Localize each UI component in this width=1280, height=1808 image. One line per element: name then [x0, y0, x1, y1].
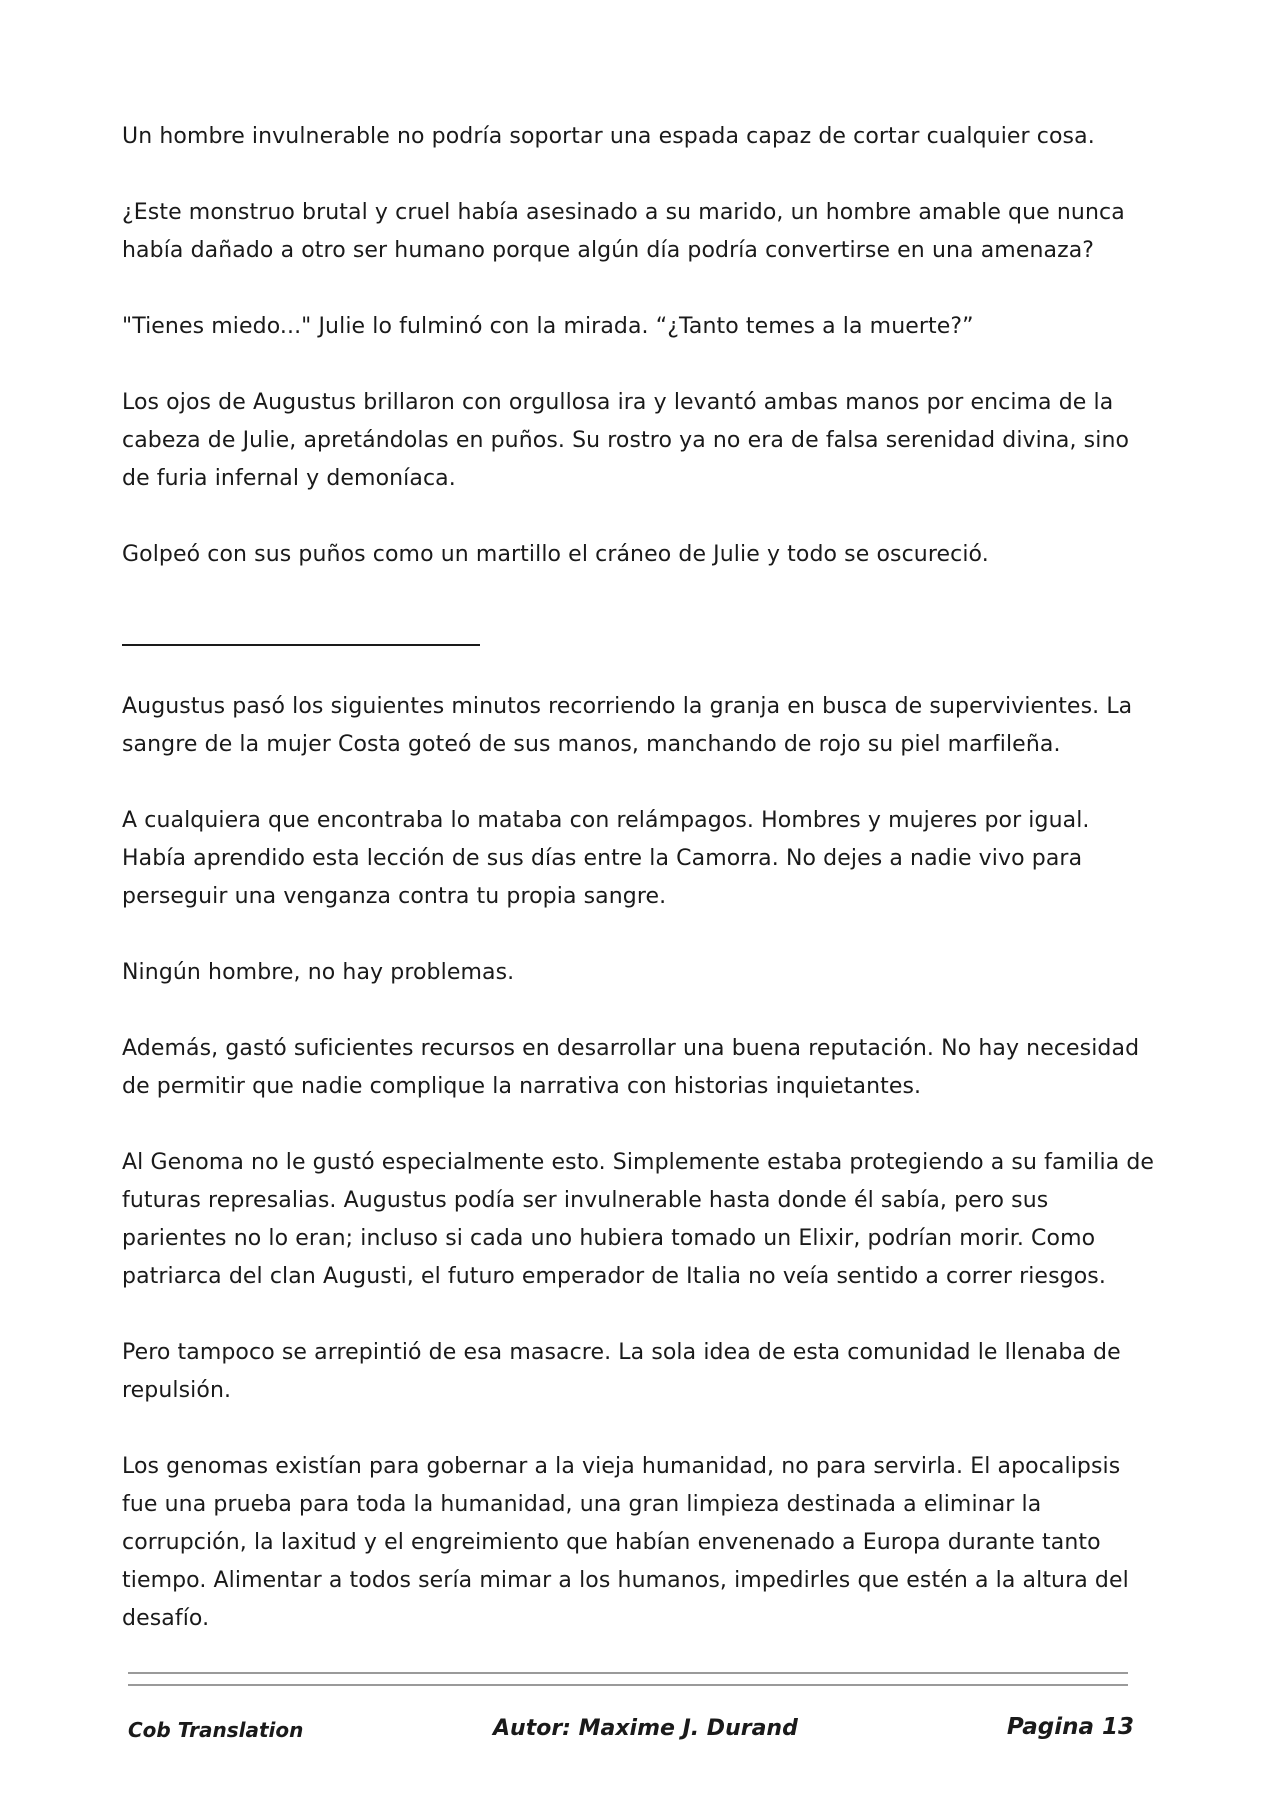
paragraph: Además, gastó suficientes recursos en desarrollar una buena reputación. No hay necesidad de permitir que nadie complique la narrativa con historias inquietantes. — [122, 1036, 1140, 1099]
footer-translator: Cob Translation — [128, 1718, 304, 1742]
paragraph: Pero tampoco se arrepintió de esa masacre. La sola idea de esta comunidad le llenaba de repulsión. — [122, 1340, 1121, 1403]
page-body — [122, 118, 1158, 1676]
page-footer — [128, 1712, 1134, 1748]
separator-line — [122, 644, 480, 646]
footer-page-number: Pagina 13 — [1006, 1714, 1134, 1740]
paragraph: A cualquiera que encontraba lo mataba con relámpagos. Hombres y mujeres por igual. Había aprendido esta lección de sus días entre la Camorra. No dejes a nadie vivo para perseguir una venganza contra tu propia sangre. — [122, 808, 1090, 909]
paragraph: "Tienes miedo..." Julie lo fulminó con la mirada. “¿Tanto temes a la muerte?” — [122, 314, 974, 339]
footer-author: Autor: Maxime J. Durand — [493, 1716, 798, 1741]
paragraph: Golpeó con sus puños como un martillo el cráneo de Julie y todo se oscureció. — [122, 542, 989, 567]
paragraph: Los ojos de Augustus brillaron con orgullosa ira y levantó ambas manos por encima de la cabeza de Julie, apretándolas en puños. Su rostro ya no era de falsa serenidad divina, sino de furia infernal y demoníaca. — [122, 390, 1130, 491]
paragraph: Ningún hombre, no hay problemas. — [122, 960, 515, 985]
paragraph: Al Genoma no le gustó especialmente esto. Simplemente estaba protegiendo a su familia de futuras represalias. Augustus podía ser invulnerable hasta donde él sabía, pero sus parientes no lo eran; incluso si cada uno hubiera tomado un Elixir, podrían morir. Como patriarca del clan Augusti, el futuro emperador de Italia no veía sentido a correr riesgos. — [122, 1150, 1155, 1289]
paragraph: ¿Este monstruo brutal y cruel había asesinado a su marido, un hombre amable que nunca había dañado a otro ser humano porque algún día podría convertirse en una amenaza? — [122, 200, 1125, 263]
footer-rule-top — [128, 1672, 1128, 1674]
footer-rule-bottom — [128, 1684, 1128, 1686]
footer-rules — [128, 1672, 1128, 1696]
paragraph: Augustus pasó los siguientes minutos recorriendo la granja en busca de supervivientes. La sangre de la mujer Costa goteó de sus manos, manchando de rojo su piel marfileña. — [122, 694, 1133, 757]
paragraph: Un hombre invulnerable no podría soportar una espada capaz de cortar cualquier cosa. — [122, 124, 1095, 149]
section-separator — [122, 612, 1158, 650]
paragraph: Los genomas existían para gobernar a la vieja humanidad, no para servirla. El apocalipsis fue una prueba para toda la humanidad, una gran limpieza destinada a eliminar la corrupción, la laxitud y el engreimiento que habían envenenado a Europa durante tanto tiempo. Alimentar a todos sería mimar a los humanos, impedirles que estén a la altura del desafío. — [122, 1454, 1129, 1631]
